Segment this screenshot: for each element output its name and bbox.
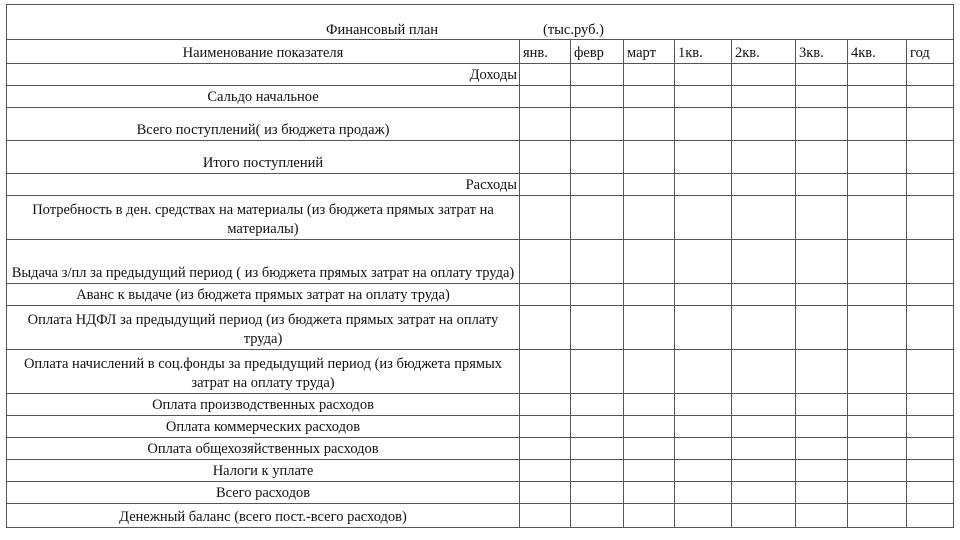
section-label: Расходы (7, 174, 520, 196)
value-cell[interactable] (796, 460, 848, 482)
value-cell[interactable] (520, 460, 571, 482)
section-row (7, 174, 954, 196)
value-cell[interactable] (907, 438, 954, 460)
value-cell[interactable] (520, 284, 571, 306)
value-cell[interactable] (520, 86, 571, 108)
row-label: Всего поступлений( из бюджета продаж) (7, 108, 520, 141)
table-row (7, 504, 954, 528)
row-label: Аванс к выдаче (из бюджета прямых затрат на оплату труда) (7, 284, 520, 306)
value-cell[interactable] (520, 416, 571, 438)
table-row (7, 416, 954, 438)
col-header: март (624, 40, 675, 64)
row-label: Оплата производственных расходов (7, 394, 520, 416)
value-cell[interactable] (624, 306, 675, 350)
value-cell[interactable] (571, 394, 624, 416)
col-header: февр (571, 40, 624, 64)
row-label: Сальдо начальное (7, 86, 520, 108)
value-cell[interactable] (848, 416, 907, 438)
value-cell[interactable] (520, 141, 571, 174)
section-label: Доходы (7, 64, 520, 86)
value-cell[interactable] (796, 86, 848, 108)
value-cell[interactable] (732, 460, 796, 482)
value-cell[interactable] (571, 438, 624, 460)
row-label: Потребность в ден. средствах на материалы (из бюджета прямых затрат на материалы) (7, 196, 520, 240)
value-cell[interactable] (520, 438, 571, 460)
section-row (7, 64, 954, 86)
header-row (7, 40, 954, 64)
value-cell[interactable] (732, 141, 796, 174)
value-cell[interactable] (571, 174, 624, 196)
row-label: Оплата общехозяйственных расходов (7, 438, 520, 460)
value-cell[interactable] (675, 416, 732, 438)
table-row (7, 306, 954, 350)
value-cell[interactable] (571, 460, 624, 482)
value-cell[interactable] (907, 306, 954, 350)
row-label: Оплата коммерческих расходов (7, 416, 520, 438)
value-cell[interactable] (675, 504, 732, 528)
value-cell[interactable] (624, 86, 675, 108)
value-cell[interactable] (848, 394, 907, 416)
value-cell[interactable] (907, 394, 954, 416)
value-cell[interactable] (675, 394, 732, 416)
value-cell[interactable] (675, 482, 732, 504)
table-row (7, 240, 954, 284)
value-cell[interactable] (624, 394, 675, 416)
table-row (7, 196, 954, 240)
table-row (7, 482, 954, 504)
value-cell[interactable] (520, 350, 571, 394)
value-cell[interactable] (848, 504, 907, 528)
value-cell[interactable] (796, 350, 848, 394)
value-cell[interactable] (520, 504, 571, 528)
value-cell[interactable] (796, 108, 848, 141)
value-cell[interactable] (520, 482, 571, 504)
value-cell[interactable] (907, 350, 954, 394)
value-cell[interactable] (907, 416, 954, 438)
title-row (7, 5, 954, 40)
table-row (7, 86, 954, 108)
value-cell[interactable] (675, 284, 732, 306)
value-cell[interactable] (796, 196, 848, 240)
value-cell[interactable] (732, 108, 796, 141)
value-cell[interactable] (848, 460, 907, 482)
table-title: Финансовый план (326, 22, 439, 38)
value-cell[interactable] (624, 196, 675, 240)
value-cell[interactable] (732, 284, 796, 306)
row-label: Выдача з/пл за предыдущий период ( из бюджета прямых затрат на оплату труда) (7, 240, 520, 284)
value-cell[interactable] (571, 306, 624, 350)
value-cell[interactable] (796, 438, 848, 460)
table-row (7, 460, 954, 482)
value-cell[interactable] (675, 174, 732, 196)
value-cell[interactable] (732, 350, 796, 394)
value-cell[interactable] (571, 504, 624, 528)
value-cell[interactable] (732, 482, 796, 504)
value-cell[interactable] (848, 196, 907, 240)
value-cell[interactable] (624, 64, 675, 86)
value-cell[interactable] (848, 141, 907, 174)
financial-plan-table (6, 4, 954, 528)
value-cell[interactable] (848, 86, 907, 108)
value-cell[interactable] (624, 460, 675, 482)
value-cell[interactable] (624, 416, 675, 438)
col-header: 1кв. (675, 40, 732, 64)
table-row (7, 108, 954, 141)
table-row (7, 394, 954, 416)
value-cell[interactable] (571, 416, 624, 438)
value-cell[interactable] (675, 438, 732, 460)
value-cell[interactable] (848, 438, 907, 460)
value-cell[interactable] (732, 174, 796, 196)
table-row (7, 284, 954, 306)
value-cell[interactable] (624, 174, 675, 196)
value-cell[interactable] (907, 141, 954, 174)
value-cell[interactable] (732, 196, 796, 240)
value-cell[interactable] (675, 460, 732, 482)
value-cell[interactable] (907, 86, 954, 108)
value-cell[interactable] (675, 306, 732, 350)
value-cell[interactable] (520, 306, 571, 350)
value-cell[interactable] (907, 482, 954, 504)
value-cell[interactable] (907, 460, 954, 482)
row-label: Налоги к уплате (7, 460, 520, 482)
value-cell[interactable] (675, 350, 732, 394)
value-cell[interactable] (732, 306, 796, 350)
value-cell[interactable] (796, 306, 848, 350)
value-cell[interactable] (848, 64, 907, 86)
value-cell[interactable] (796, 240, 848, 284)
value-cell[interactable] (624, 284, 675, 306)
row-label: Оплата начислений в соц.фонды за предыдущий период (из бюджета прямых затрат на оплату труда) (7, 350, 520, 394)
value-cell[interactable] (907, 64, 954, 86)
value-cell[interactable] (907, 240, 954, 284)
value-cell[interactable] (796, 394, 848, 416)
value-cell[interactable] (520, 108, 571, 141)
value-cell[interactable] (907, 174, 954, 196)
value-cell[interactable] (732, 64, 796, 86)
value-cell[interactable] (571, 141, 624, 174)
value-cell[interactable] (848, 306, 907, 350)
value-cell[interactable] (796, 174, 848, 196)
value-cell[interactable] (571, 350, 624, 394)
value-cell[interactable] (675, 64, 732, 86)
col-header: 3кв. (796, 40, 848, 64)
indicator-header: Наименование показателя (7, 40, 520, 64)
value-cell[interactable] (907, 196, 954, 240)
value-cell[interactable] (520, 196, 571, 240)
col-header: янв. (520, 40, 571, 64)
value-cell[interactable] (796, 64, 848, 86)
value-cell[interactable] (848, 350, 907, 394)
col-header: год (907, 40, 954, 64)
value-cell[interactable] (624, 141, 675, 174)
value-cell[interactable] (675, 86, 732, 108)
value-cell[interactable] (732, 240, 796, 284)
value-cell[interactable] (571, 284, 624, 306)
title-cell (7, 5, 954, 40)
value-cell[interactable] (571, 482, 624, 504)
value-cell[interactable] (571, 64, 624, 86)
row-label: Оплата НДФЛ за предыдущий период (из бюджета прямых затрат на оплату труда) (7, 306, 520, 350)
table-row (7, 141, 954, 174)
value-cell[interactable] (624, 438, 675, 460)
value-cell[interactable] (624, 482, 675, 504)
value-cell[interactable] (520, 394, 571, 416)
value-cell[interactable] (796, 482, 848, 504)
value-cell[interactable] (907, 504, 954, 528)
col-header: 2кв. (732, 40, 796, 64)
row-label: Денежный баланс (всего пост.-всего расходов) (7, 504, 520, 528)
value-cell[interactable] (520, 64, 571, 86)
value-cell[interactable] (732, 416, 796, 438)
value-cell[interactable] (796, 284, 848, 306)
col-header: 4кв. (848, 40, 907, 64)
value-cell[interactable] (907, 284, 954, 306)
row-label: Всего расходов (7, 482, 520, 504)
value-cell[interactable] (796, 141, 848, 174)
value-cell[interactable] (732, 438, 796, 460)
value-cell[interactable] (624, 504, 675, 528)
value-cell[interactable] (571, 240, 624, 284)
value-cell[interactable] (675, 240, 732, 284)
value-cell[interactable] (624, 108, 675, 141)
value-cell[interactable] (520, 174, 571, 196)
value-cell[interactable] (732, 504, 796, 528)
value-cell[interactable] (571, 196, 624, 240)
unit-label: (тыс.руб.) (543, 22, 604, 38)
value-cell[interactable] (796, 416, 848, 438)
value-cell[interactable] (675, 141, 732, 174)
value-cell[interactable] (848, 240, 907, 284)
value-cell[interactable] (675, 108, 732, 141)
table-row (7, 438, 954, 460)
value-cell[interactable] (848, 284, 907, 306)
value-cell[interactable] (907, 108, 954, 141)
value-cell[interactable] (571, 108, 624, 141)
value-cell[interactable] (732, 86, 796, 108)
value-cell[interactable] (796, 504, 848, 528)
row-label: Итого поступлений (7, 141, 520, 174)
value-cell[interactable] (848, 174, 907, 196)
value-cell[interactable] (848, 482, 907, 504)
value-cell[interactable] (520, 240, 571, 284)
value-cell[interactable] (571, 86, 624, 108)
value-cell[interactable] (675, 196, 732, 240)
value-cell[interactable] (624, 350, 675, 394)
table-row (7, 350, 954, 394)
value-cell[interactable] (848, 108, 907, 141)
value-cell[interactable] (624, 240, 675, 284)
value-cell[interactable] (732, 394, 796, 416)
